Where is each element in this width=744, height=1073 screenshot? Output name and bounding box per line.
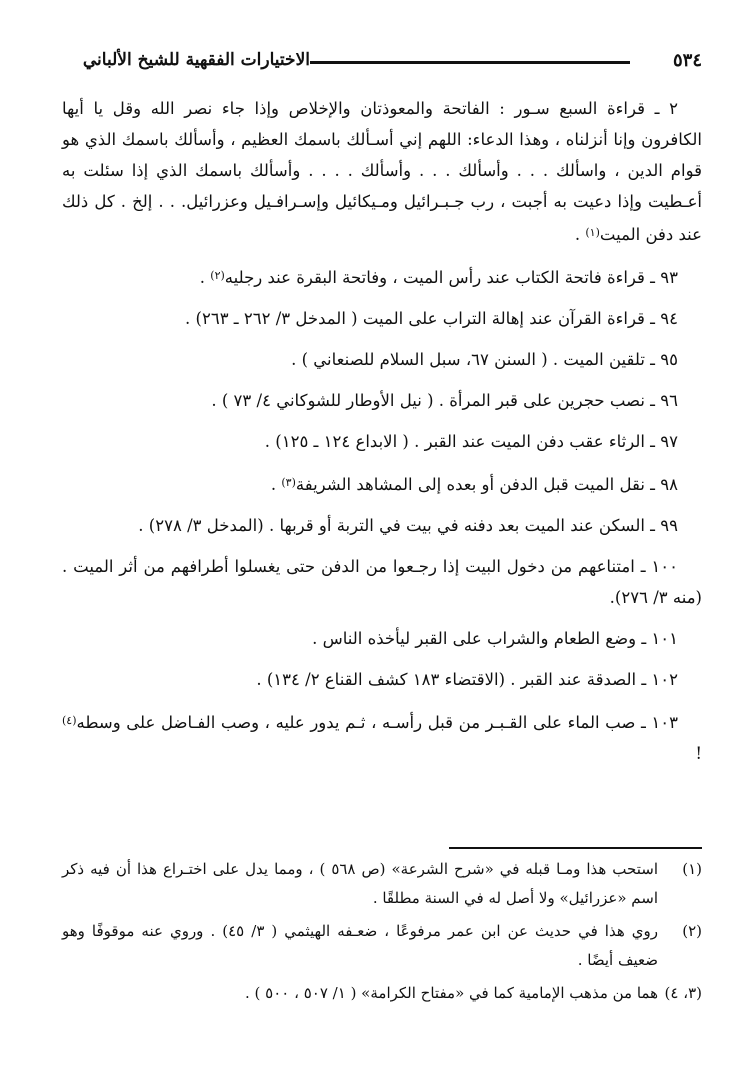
footnote-separator (449, 847, 702, 849)
list-item (62, 467, 702, 500)
list-item (62, 664, 702, 695)
item-text: ٩٨ ـ نقل الميت قبل الدفن أو بعده إلى المشاهد الشريفة (295, 475, 678, 494)
footnote (62, 979, 702, 1008)
footnote-ref: (٢) (210, 269, 225, 282)
list-item (62, 623, 702, 654)
footnote-text: استحب هذا ومـا قبله في «شرح الشرعة» (ص ٥٦٨ ) ، ومما يدل على اختـراع هذا أن فيه ذكر اسم «عزرائيل» ولا أصل له في السنة مطلقًا . (62, 860, 658, 907)
footnote (62, 855, 702, 913)
item-text: ٩٦ ـ نصب حجرين على قبر المرأة . ( نيل الأوطار للشوكاني ٤/ ٧٣ ) . (211, 391, 678, 410)
item-text: ١٠١ ـ وضع الطعام والشراب على القبر ليأخذه الناس . (312, 629, 678, 648)
footnote-ref: (٤) (62, 714, 77, 727)
item-end: . (199, 268, 211, 287)
paragraph-text: ١٠٣ ـ صب الماء على القـبـر من قبل رأسـه ، ثـم يدور عليه ، وصب الفـاضل على وسطه (76, 713, 678, 732)
running-title: الاختيارات الفقهية للشيخ الألباني (82, 50, 310, 70)
item-text: ٩٧ ـ الرثاء عقب دفن الميت عند القبر . ( الابداع ١٢٤ ـ ١٢٥) . (264, 432, 678, 451)
list-item (62, 260, 702, 293)
paragraph-end: ! (695, 744, 702, 763)
paragraph-end: . (574, 225, 586, 244)
footnote-ref: (٣) (281, 476, 296, 489)
list-item (62, 510, 702, 541)
paragraph-item-100: ١٠٠ ـ امتناعهم من دخول البيت إذا رجـعوا من الدفن حتى يغسلوا أطرافهم من أثر الميت . (منه ٣/ ٢٧٦). (62, 557, 702, 607)
footnote-text: هما من مذهب الإمامية كما في «مفتاح الكرامة» ( ١/ ٥٠٧ ، ٥٠٠ ) . (245, 984, 658, 1002)
list-item (62, 426, 702, 457)
header-rule (310, 61, 630, 64)
footnote (62, 917, 702, 975)
item-end: . (270, 475, 282, 494)
footnote-number: (١) (682, 860, 702, 878)
page-header (66, 50, 702, 76)
footnote-number: (٢) (682, 922, 702, 940)
item-text: ٩٥ ـ تلقين الميت . ( السنن ٦٧، سبل السلام للصنعاني ) . (291, 350, 678, 369)
footnote-number: (٣، ٤) (664, 984, 702, 1002)
paragraph-intro (62, 93, 702, 250)
list-item (62, 385, 702, 416)
item-text: ٩٣ ـ قراءة فاتحة الكتاب عند رأس الميت ، وفاتحة البقرة عند رجليه (224, 268, 678, 287)
list-item (62, 303, 702, 334)
footnotes (62, 855, 702, 1012)
list-item (62, 344, 702, 375)
item-text: ٩٤ ـ قراءة القرآن عند إهالة التراب على الميت ( المدخل ٣/ ٢٦٢ ـ ٢٦٣) . (185, 309, 678, 328)
paragraph-item-103 (62, 705, 702, 769)
item-text: ٩٩ ـ السكن عند الميت بعد دفنه في بيت في التربة أو قربها . (المدخل ٣/ ٢٧٨) . (138, 516, 678, 535)
item-text: ١٠٢ ـ الصدقة عند القبر . (الاقتضاء ١٨٣ كشف القناع ٢/ ١٣٤) . (256, 670, 678, 689)
main-text (62, 93, 702, 779)
page-number: ٥٣٤ (672, 50, 702, 71)
footnote-text: روي هذا في حديث عن ابن عمر مرفوعًا ، ضعـفه الهيثمي ( ٣/ ٤٥) . وروي عنه موقوفًا وهو ضعيف أيضًا . (62, 922, 658, 969)
footnote-ref: (١) (585, 226, 600, 239)
paragraph-text: ٢ ـ قراءة السبع سـور : الفاتحة والمعوذتان والإخلاص وإذا جاء نصر الله وقل يا أيها الكافرون وإنا أنزلناه ، وهذا الدعاء: اللهم إني أسـألك باسمك العظيم ، وأسألك باسمك الذي هو قوام الدين ، واسألك . . . وأسألك . . . وأسألك . . . . وأسألك باسمك الذي إذا سئلت به أعـطيت وإذا دعيت به أجبت ، رب جـبـرائيل ومـيكائيل وإسـرافـيل وعزرائيل. . . إلخ . كل ذلك عند دفن الميت (62, 99, 702, 244)
